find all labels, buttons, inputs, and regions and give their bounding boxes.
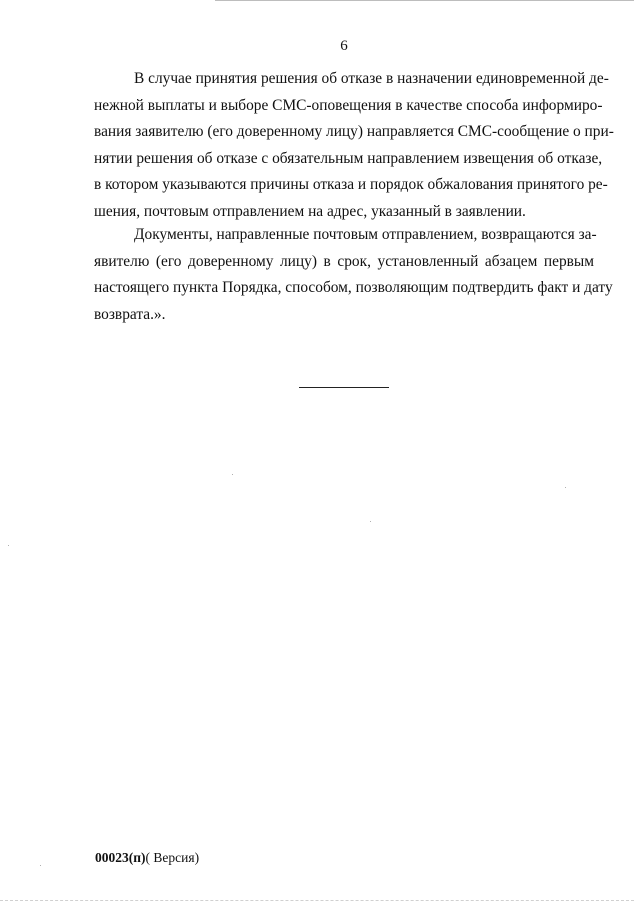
scan-speck <box>565 487 566 488</box>
text-line: шения, почтовым отправлением на адрес, указанный в заявлении. <box>94 202 526 220</box>
text-line: В случае принятия решения об отказе в назначении единовременной де- <box>134 70 609 87</box>
text-line: нежной выплаты и выборе СМС-оповещения в качестве способа информиро- <box>94 96 603 114</box>
text-line: Документы, направленные почтовым отправлением, возвращаются за- <box>134 226 597 243</box>
scan-speck <box>370 521 371 522</box>
text-line: вания заявителю (его доверенному лицу) направляется СМС-сообщение о при- <box>94 123 614 140</box>
top-border-line <box>215 0 634 1</box>
text-line: в котором указываются причины отказа и порядок обжалования принятого ре- <box>94 176 608 193</box>
paragraph-sms-refusal <box>94 66 614 225</box>
scan-speck <box>8 545 9 546</box>
text-line: настоящего пункта Порядка, способом, позволяющим подтвердить факт и дату <box>94 279 613 296</box>
bottom-border-line <box>0 900 634 902</box>
page-number: 6 <box>340 38 348 54</box>
text-line: возврата.». <box>94 305 166 323</box>
footer-code: 00023(п) <box>95 850 146 865</box>
scan-speck <box>232 474 233 475</box>
text-line: явителю (его доверенному лицу) в срок, установленный абзацем первым <box>94 252 594 270</box>
text-line: нятии решения об отказе с обязательным направлением извещения об отказе, <box>94 149 603 167</box>
footer-version: ( Версия) <box>145 850 200 865</box>
end-of-text-divider <box>299 387 389 388</box>
footer-document-code <box>95 850 199 866</box>
paragraph-documents-return <box>94 222 613 328</box>
scan-speck <box>40 865 41 866</box>
